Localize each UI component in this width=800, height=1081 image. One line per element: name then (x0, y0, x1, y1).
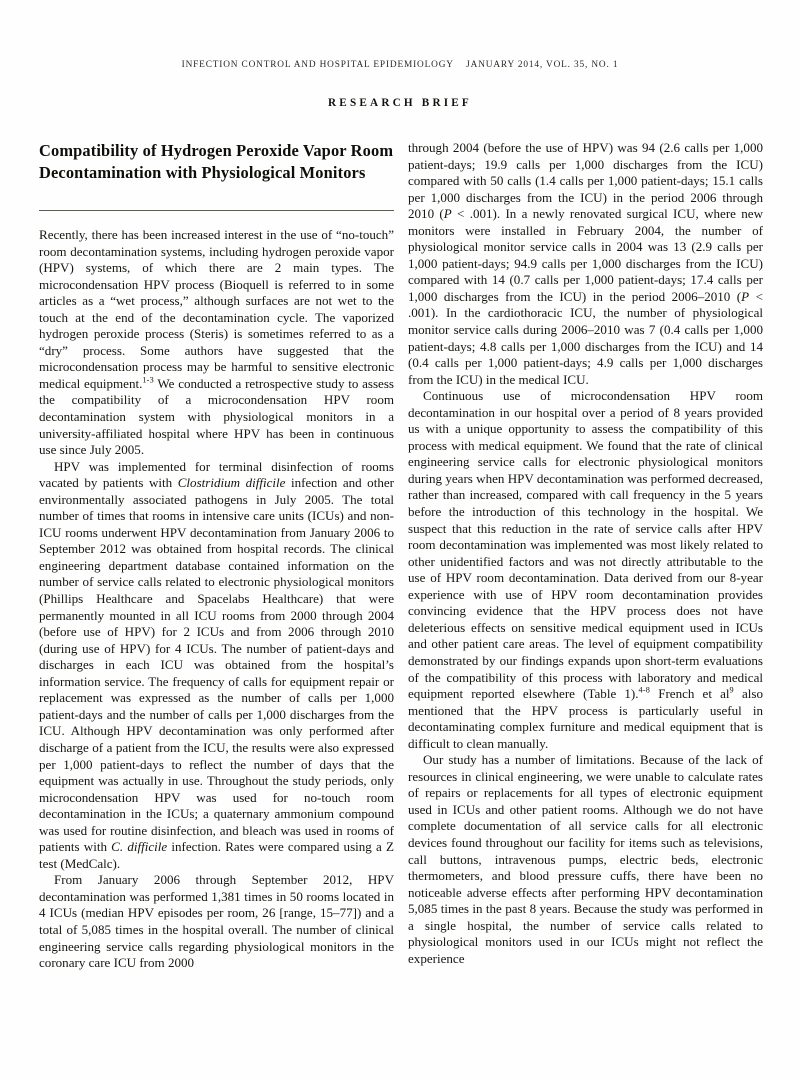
right-paragraph-1-text-a: through 2004 (before the use of HPV) was 94 (2.6 calls per 1,000 patient-days; 19.9 calls per 1,000 discharges from the ICU) compared with 50 calls (1.4 calls per 1,000 patient-days; 15.1 calls per 1,000 discharges from the ICU) in the period 2006 through 2010 ( (408, 140, 763, 222)
left-paragraph-2-text-c: infection. Rates were compared using a Z test (MedCalc). (39, 839, 394, 871)
p-value-symbol-2: P (741, 288, 750, 304)
right-paragraph-3: Our study has a number of limitations. Because of the lack of resources in clinical engineering, we were unable to calculate rates of repairs or replacements for all types of electronic equipment used in ICUs and other patient rooms. Although we do not have complete documentation of all service calls for all electronic devices found throughout our facility for items such as televisions, call buttons, intravenous pumps, electric beds, electronic thermometers, and blood pressure cuffs, there have been no noticeable adverse effects after performing HPV decontamination 5,085 times in the past 8 years. Because the study was performed in a single hospital, the number of service calls related to physiological monitors used in our ICUs might not reflect the experience (408, 752, 763, 966)
citation-ref-1-3: 1-3 (142, 375, 154, 385)
citation-ref-4-8: 4-8 (638, 685, 651, 695)
right-paragraph-1-text-c: < .001). In the cardiothoracic ICU, the number of physiological monitor service calls during 2006–2010 was 7 (0.4 calls per 1,000 patient-days; 4.8 calls per 1,000 discharges from the ICU) and 14 (0.4 calls per 1,000 patient-days; 4.9 calls per 1,000 discharges from the ICU) in the medical ICU. (408, 288, 763, 387)
left-paragraph-1-text-b: We conducted a retrospective study to assess the compatibility of a microcondensation HPV room decontamination system with physiological monitors in a university-affiliated hospital where HPV has been in continuous use since July 2005. (39, 375, 394, 458)
right-paragraph-2-text-b: French et al (650, 686, 730, 702)
left-paragraph-2-text-a: HPV was implemented for terminal disinfection of rooms vacated by patients with (39, 458, 394, 491)
left-paragraph-1-text-a: Recently, there has been increased interest in the use of “no-touch” room decontamination systems, including hydrogen peroxide vapor (HPV) systems, of which there are 2 main types. The microcondensation HPV process (Bioquell is referred to in some articles as a “wet process,” although surfaces are not wet to the touch at the end of the decontamination cycle. The vaporized hydrogen peroxide process (Steris) is sometimes referred to as a “dry” process. Some authors have suggested that the microcondensation process may be harmful to sensitive electronic medical equipment. (39, 227, 394, 391)
left-paragraph-1 (39, 227, 394, 459)
right-column (408, 140, 763, 967)
right-paragraph-1-text-b: < .001). In a newly renovated surgical ICU, where new monitors were installed in February 2004, the number of physiological monitor service calls in 2004 was 13 (2.9 calls per 1,000 patient-days; 94.9 calls per 1,000 discharges from the ICU) compared with 14 (0.7 calls per 1,000 patient-days; 17.4 calls per 1,000 discharges from the ICU) in the period 2006–2010 ( (408, 206, 763, 304)
species-name-c-difficile: C. difficile (111, 839, 168, 855)
section-label: RESEARCH BRIEF (328, 97, 472, 109)
page-title: Compatibility of Hydrogen Peroxide Vapor Room Decontamination with Physiological Monitors (39, 141, 394, 182)
left-column (39, 140, 394, 972)
running-head: INFECTION CONTROL AND HOSPITAL EPIDEMIOLOGY JANUARY 2014, VOL. 35, NO. 1 (181, 60, 619, 70)
p-value-symbol-1: P (443, 206, 452, 222)
right-paragraph-2-text-a: Continuous use of microcondensation HPV room decontamination in our hospital over a period of 8 years provided us with a unique opportunity to assess the compatibility of this process with medical equipment. We found that the rate of clinical engineering service calls for electronic physiological monitors during years when HPV decontamination was performed decreased, rather than increased, compared with call frequency in the 5 years before the introduction of this technology in the hospital. We suspect that this reduction in the rate of service calls after HPV room decontamination was implemented was most likely related to other unidentified factors and was not directly attributable to the use of HPV room decontamination. Data derived from our 8-year experience with use of HPV room decontamination provides convincing evidence that the HPV process does not have deleterious effects on sensitive medical equipment used in ICUs and other patient care areas. The level of equipment compatibility demonstrated by our findings expands upon short-term evaluations of the compatibility of this process with laboratory and medical equipment reported elsewhere (Table 1). (408, 388, 763, 702)
left-paragraph-2 (39, 459, 394, 873)
right-paragraph-2-text-c: also mentioned that the HPV process is particularly useful in decontaminating complex furniture and medical equipment that is difficult to clean manually. (408, 686, 763, 751)
species-name-clostridium-difficile: Clostridium difficile (177, 475, 286, 491)
title-divider (39, 210, 394, 211)
left-paragraph-3: From January 2006 through September 2012, HPV decontamination was performed 1,381 times in 50 rooms located in 4 ICUs (median HPV episodes per room, 26 [range, 15–77]) and a total of 5,085 times in the hospital overall. The number of clinical engineering service calls regarding physiological monitors in the coronary care ICU from 2000 (39, 872, 394, 971)
left-paragraph-2-text-b: infection and other environmentally associated pathogens in July 2005. The total number of times that rooms in intensive care units (ICUs) and non-ICU rooms underwent HPV decontamination from January 2006 to September 2012 was obtained from hospital records. The clinical engineering department database contained information on the number of service calls related to electronic physiological monitors (Phillips Healthcare and Spacelabs Healthcare) that were permanently mounted in all ICU rooms from 2000 through 2004 (before use of HPV) for 2 ICUs and from 2006 through 2010 (during use of HPV) for 4 ICUs. The number of patient-days and discharges in each ICU was obtained from the hospital’s information service. The frequency of calls for equipment repair or replacement was expressed as the number of calls per 1,000 patient-days and the number of calls per 1,000 discharges from the ICU. Although HPV decontamination was only performed after discharge of a patient from the ICU, the results were also expressed per 1,000 patient-days to reflect the number of days that the equipment was actually in use. Throughout the study periods, only microcondensation HPV was used for no-touch room decontamination in the ICUs; a quaternary ammonium compound was used for routine disinfection, and bleach was used in rooms of patients with (39, 475, 394, 855)
right-paragraph-2 (408, 388, 763, 752)
right-paragraph-1 (408, 140, 763, 388)
citation-ref-9: 9 (729, 685, 734, 695)
